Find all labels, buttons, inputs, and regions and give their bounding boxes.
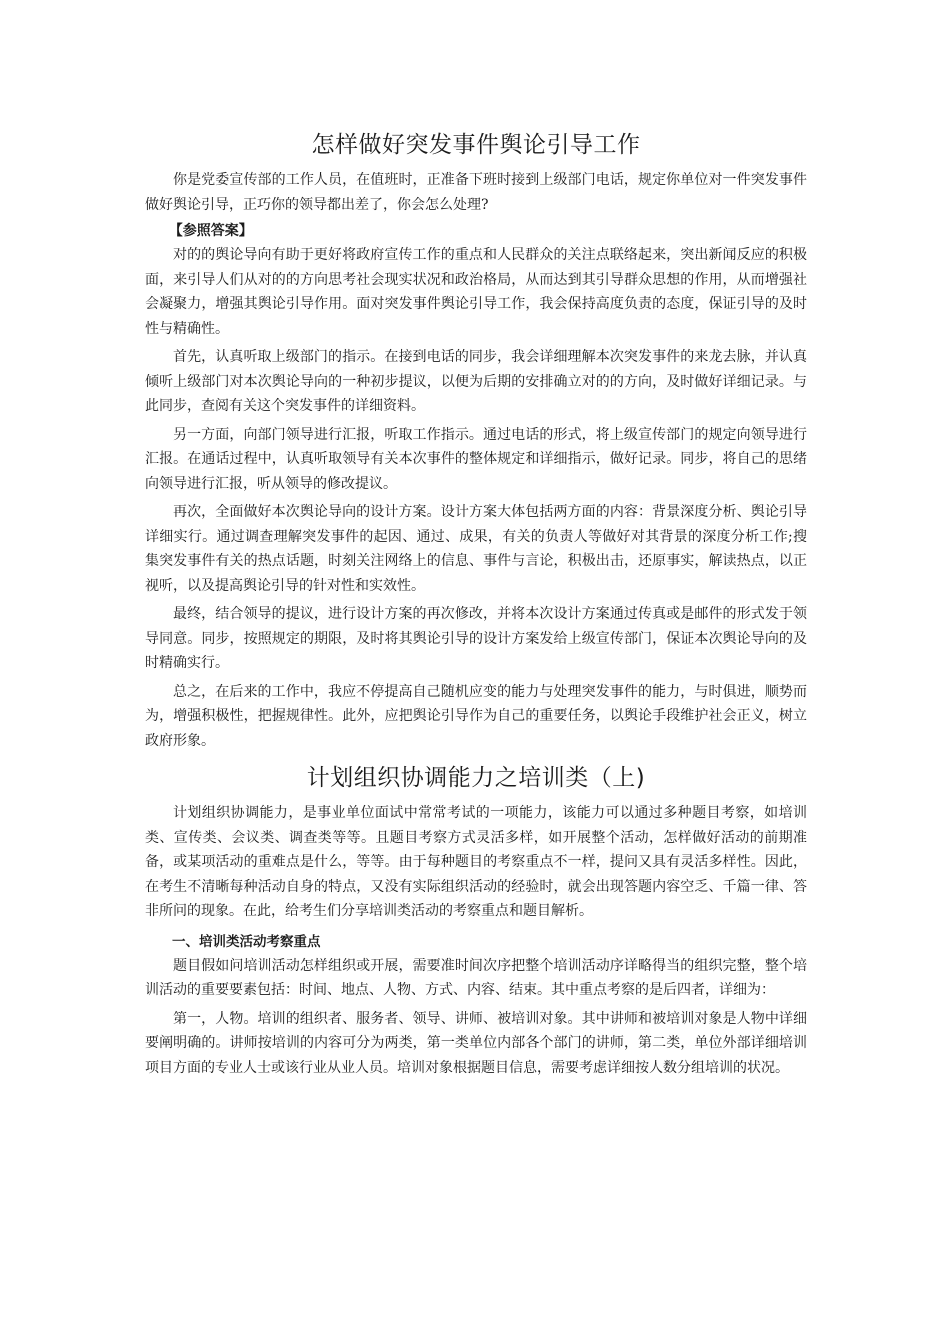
answer-paragraph: 对的的舆论导向有助于更好将政府宣传工作的重点和人民群众的关注点联络起来，突出新闻反应的积极面，来引导人们从对的的方向思考社会现实状况和政治格局，从而达到其引导群众思想的作用，从而增强社会凝聚力，增强其舆论引导作用。面对突发事件舆论引导工作，我会保持高度负责的态度，保证引导的及时性与精确性。 [145, 247, 807, 337]
reference-answer-label: 【参照答案】 [168, 223, 253, 239]
answer-paragraph: 另一方面，向部门领导进行汇报，听取工作指示。通过电话的形式，将上级宣传部门的规定向领导进行汇报。在通话过程中，认真听取领导有关本次事件的整体规定和详细指示，做好记录。同步，将自己的思绪向领导进行汇报，听从领导的修改提议。 [145, 426, 807, 492]
answer-paragraph: 再次，全面做好本次舆论导向的设计方案。设计方案大体包括两方面的内容：背景深度分析、舆论引导详细实行。通过调查理解突发事件的起因、通过、成果，有关的负责人等做好对其背景的深度分析工作;搜集突发事件有关的热点话题，时刻关注网络上的信息、事件与言论，积极出击，还原事实，解读热点，以正视听，以及提高舆论引导的针对性和实效性。 [145, 504, 807, 594]
intro-paragraph: 计划组织协调能力，是事业单位面试中常常考试的一项能力，该能力可以通过多种题目考察，如培训类、宣传类、会议类、调查类等等。且题目考察方式灵活多样，如开展整个活动，怎样做好活动的前期准备，或某项活动的重难点是什么，等等。由于每种题目的考察重点不一样，提问又具有灵活多样性。因此，在考生不清晰每种活动自身的特点，又没有实际组织活动的经验时，就会出现答题内容空乏、千篇一律、答非所问的现象。在此，给考生们分享培训类活动的考察重点和题目解析。 [145, 805, 807, 919]
subheading: 一、培训类活动考察重点 [172, 933, 321, 950]
question-paragraph: 你是党委宣传部的工作人员，在值班时，正准备下班时接到上级部门电话，规定你单位对一件突发事件做好舆论引导，正巧你的领导都出差了，你会怎么处理? [145, 172, 807, 213]
answer-paragraph: 首先，认真听取上级部门的指示。在接到电话的同步，我会详细理解本次突发事件的来龙去脉，并认真倾听上级部门对本次舆论导向的一种初步提议，以便为后期的安排确立对的的方向，及时做好详细记录。与此同步，查阅有关这个突发事件的详细资料。 [145, 349, 807, 414]
body-paragraph: 题目假如问培训活动怎样组织或开展，需要准时间次序把整个培训活动序详略得当的组织完整，整个培训活动的重要要素包括：时间、地点、人物、方式、内容、结束。其中重点考察的是后四者，详细为： [145, 957, 807, 998]
section-title-1: 怎样做好突发事件舆论引导工作 [311, 132, 641, 158]
answer-paragraph: 最终，结合领导的提议，进行设计方案的再次修改，并将本次设计方案通过传真或是邮件的形式发于领导同意。同步，按照规定的期限，及时将其舆论引导的设计方案发给上级宣传部门，保证本次舆论导向的及时精确实行。 [145, 606, 807, 671]
answer-paragraph: 总之，在后来的工作中，我应不停提高自己随机应变的能力与处理突发事件的能力，与时俱进，顺势而为，增强积极性，把握规律性。此外，应把舆论引导作为自己的重要任务，以舆论手段维护社会正义，树立政府形象。 [145, 683, 807, 749]
body-paragraph: 第一，人物。培训的组织者、服务者、领导、讲师、被培训对象。其中讲师和被培训对象是人物中详细要阐明确的。讲师按培训的内容可分为两类，第一类单位内部各个部门的讲师，第二类，单位外部详细培训项目方面的专业人士或该行业从业人员。培训对象根据题目信息，需要考虑详细按人数分组培训的状况。 [145, 1010, 807, 1076]
document-page [145, 128, 807, 1080]
section-title-2: 计划组织协调能力之培训类（上) [306, 765, 646, 791]
